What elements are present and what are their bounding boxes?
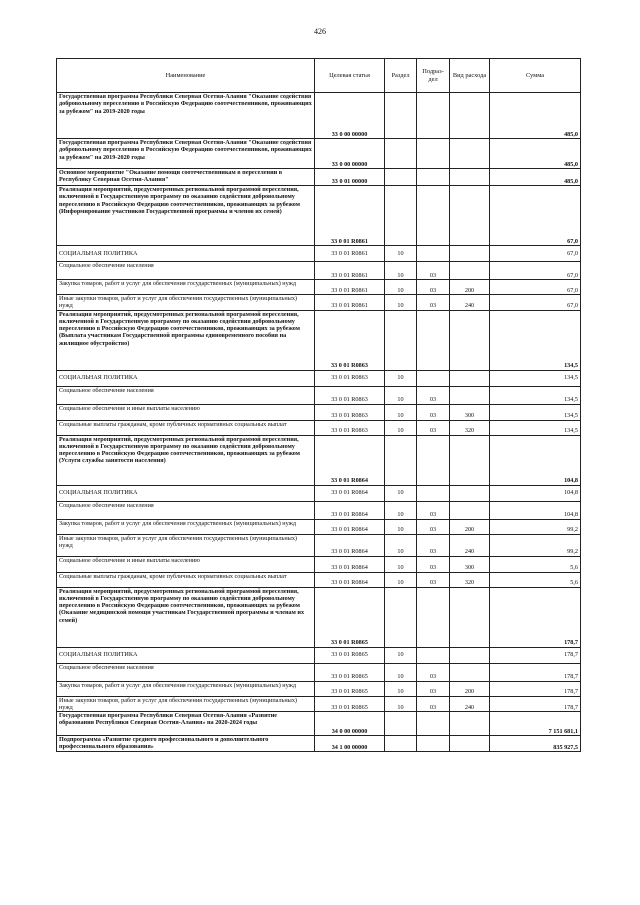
table-row [57, 501, 581, 519]
row-target-article: 33 0 01 R0865 [315, 663, 385, 681]
row-subsection [417, 485, 450, 501]
row-target-article: 33 0 01 R0865 [315, 587, 385, 647]
row-name: Закупка товаров, работ и услуг для обеспечения государственных (муниципальных) нужд [57, 519, 315, 534]
row-target-article: 33 0 01 R0861 [315, 186, 385, 246]
row-sum: 5,6 [490, 572, 581, 587]
table-row [57, 485, 581, 501]
table-row [57, 295, 581, 311]
table-row [57, 310, 581, 370]
row-name: Подпрограмма «Развитие среднего профессионального и дополнительного профессионального образования» [57, 736, 315, 752]
row-sum: 485,0 [490, 93, 581, 139]
row-subsection [417, 647, 450, 663]
table-row [57, 386, 581, 404]
row-section [385, 310, 417, 370]
row-target-article: 34 1 00 00000 [315, 736, 385, 752]
row-name: Социальное обеспечение и иные выплаты населению [57, 556, 315, 572]
table-body [57, 93, 581, 752]
table-row [57, 246, 581, 262]
row-expense-type [450, 663, 490, 681]
row-section: 10 [385, 262, 417, 280]
row-name: Реализация мероприятий, предусмотренных региональной программой переселения, включенной в Государственную программу по оказанию содействия добровольному переселению в Российскую Федерацию соотечественников, проживающих за рубежом (Выплата участникам Государственной программы единовременного пособия на жилищное обустройство) [57, 310, 315, 370]
row-target-article: 33 0 01 R0861 [315, 280, 385, 295]
column-header-section: Раздел [385, 59, 417, 93]
table-row [57, 587, 581, 647]
row-sum: 134,5 [490, 386, 581, 404]
row-name: Реализация мероприятий, предусмотренных региональной программой переселения, включенной в Государственную программу по оказанию содействия добровольному переселению в Российскую Федерацию соотечественников, проживающих за рубежом (Оказание медицинской помощи участникам Государственной программы и членам их семей) [57, 587, 315, 647]
row-sum: 104,8 [490, 485, 581, 501]
row-name: Реализация мероприятий, предусмотренных региональной программой переселения, включенной в Государственную программу по оказанию содействия добровольному переселению в Российскую Федерацию соотечественников, проживающих за рубежом (Информирование участников Государственной программы и членов их семей) [57, 186, 315, 246]
row-section: 10 [385, 534, 417, 556]
row-expense-type [450, 169, 490, 186]
row-target-article: 33 0 01 R0864 [315, 534, 385, 556]
row-section [385, 186, 417, 246]
row-target-article: 33 0 01 R0863 [315, 310, 385, 370]
row-target-article: 33 0 00 00000 [315, 139, 385, 169]
row-sum: 134,5 [490, 420, 581, 435]
row-target-article: 33 0 01 R0861 [315, 262, 385, 280]
table-row [57, 534, 581, 556]
row-expense-type: 320 [450, 420, 490, 435]
row-subsection: 03 [417, 295, 450, 311]
row-sum: 134,5 [490, 310, 581, 370]
row-section [385, 139, 417, 169]
row-expense-type: 240 [450, 696, 490, 712]
row-target-article: 33 0 01 R0863 [315, 370, 385, 386]
row-expense-type [450, 310, 490, 370]
page-number: 426 [314, 27, 326, 36]
row-sum: 178,7 [490, 681, 581, 696]
table-row [57, 647, 581, 663]
row-name: СОЦИАЛЬНАЯ ПОЛИТИКА [57, 485, 315, 501]
row-subsection [417, 310, 450, 370]
row-expense-type: 300 [450, 404, 490, 420]
row-target-article: 33 0 01 R0864 [315, 435, 385, 485]
row-section: 10 [385, 370, 417, 386]
row-sum: 67,0 [490, 246, 581, 262]
row-subsection: 03 [417, 501, 450, 519]
row-subsection [417, 139, 450, 169]
row-expense-type [450, 587, 490, 647]
row-name: Социальное обеспечение и иные выплаты населению [57, 404, 315, 420]
table-row [57, 681, 581, 696]
column-header-subsection: Подраз-дел [417, 59, 450, 93]
row-sum: 5,6 [490, 556, 581, 572]
row-sum: 104,8 [490, 501, 581, 519]
row-expense-type: 200 [450, 681, 490, 696]
table-row [57, 370, 581, 386]
table-row [57, 519, 581, 534]
row-name: Социальное обеспечение населения [57, 501, 315, 519]
row-target-article: 33 0 01 R0864 [315, 501, 385, 519]
row-target-article: 33 0 00 00000 [315, 93, 385, 139]
table-row [57, 736, 581, 752]
row-section: 10 [385, 556, 417, 572]
table-row [57, 139, 581, 169]
table-row [57, 663, 581, 681]
row-subsection: 03 [417, 262, 450, 280]
row-target-article: 33 0 01 R0864 [315, 485, 385, 501]
row-name: Государственная программа Республики Северная Осетия-Алания "Оказание содействия добровольному переселению в Российскую Федерацию соотечественников, проживающих за рубежом" на 2019-2020 годы [57, 139, 315, 169]
row-section: 10 [385, 696, 417, 712]
row-name: СОЦИАЛЬНАЯ ПОЛИТИКА [57, 246, 315, 262]
row-name: Социальное обеспечение населения [57, 386, 315, 404]
row-name: Социальное обеспечение населения [57, 663, 315, 681]
row-section: 10 [385, 295, 417, 311]
row-expense-type [450, 501, 490, 519]
row-expense-type: 240 [450, 295, 490, 311]
row-section [385, 712, 417, 736]
table-row [57, 93, 581, 139]
row-name: Социальные выплаты гражданам, кроме публичных нормативных социальных выплат [57, 420, 315, 435]
table-row [57, 556, 581, 572]
row-sum: 99,2 [490, 534, 581, 556]
row-target-article: 33 0 01 R0861 [315, 295, 385, 311]
row-name: Закупка товаров, работ и услуг для обеспечения государственных (муниципальных) нужд [57, 280, 315, 295]
row-subsection [417, 712, 450, 736]
row-subsection [417, 435, 450, 485]
table-row [57, 280, 581, 295]
row-subsection: 03 [417, 386, 450, 404]
row-name: Государственная программа Республики Северная Осетия-Алания «Развитие образования Республики Северная Осетия-Алания» на 2020-2024 годы [57, 712, 315, 736]
column-header-name: Наименование [57, 59, 315, 93]
row-subsection: 03 [417, 572, 450, 587]
table-row [57, 420, 581, 435]
row-subsection [417, 246, 450, 262]
row-section: 10 [385, 519, 417, 534]
row-name: СОЦИАЛЬНАЯ ПОЛИТИКА [57, 647, 315, 663]
table-row [57, 712, 581, 736]
row-section: 10 [385, 386, 417, 404]
row-sum: 485,0 [490, 139, 581, 169]
table-row [57, 696, 581, 712]
row-section: 10 [385, 404, 417, 420]
row-subsection [417, 169, 450, 186]
row-section: 10 [385, 280, 417, 295]
row-expense-type [450, 139, 490, 169]
row-expense-type [450, 647, 490, 663]
row-sum: 134,5 [490, 404, 581, 420]
row-subsection [417, 370, 450, 386]
row-name: Иные закупки товаров, работ и услуг для обеспечения государственных (муниципальных) нужд [57, 534, 315, 556]
table-row [57, 572, 581, 587]
row-expense-type [450, 262, 490, 280]
row-name: Социальное обеспечение населения [57, 262, 315, 280]
row-expense-type: 200 [450, 280, 490, 295]
row-sum: 485,0 [490, 169, 581, 186]
row-subsection: 03 [417, 681, 450, 696]
column-header-sum: Сумма [490, 59, 581, 93]
row-target-article: 33 0 01 R0865 [315, 681, 385, 696]
row-name: Иные закупки товаров, работ и услуг для обеспечения государственных (муниципальных) нужд [57, 295, 315, 311]
budget-table [56, 58, 581, 752]
row-subsection: 03 [417, 556, 450, 572]
row-sum: 178,7 [490, 647, 581, 663]
row-target-article: 33 0 01 R0864 [315, 519, 385, 534]
row-target-article: 33 0 01 R0865 [315, 647, 385, 663]
row-target-article: 33 0 01 R0864 [315, 556, 385, 572]
table-row [57, 262, 581, 280]
row-name: Иные закупки товаров, работ и услуг для обеспечения государственных (муниципальных) нужд [57, 696, 315, 712]
row-expense-type [450, 370, 490, 386]
table-row [57, 186, 581, 246]
row-expense-type [450, 386, 490, 404]
row-name: Социальные выплаты гражданам, кроме публичных нормативных социальных выплат [57, 572, 315, 587]
row-sum: 104,8 [490, 435, 581, 485]
row-section: 10 [385, 681, 417, 696]
row-target-article: 33 0 01 00000 [315, 169, 385, 186]
row-subsection [417, 736, 450, 752]
column-header-expense-type: Вид расхода [450, 59, 490, 93]
row-name: Закупка товаров, работ и услуг для обеспечения государственных (муниципальных) нужд [57, 681, 315, 696]
row-sum: 835 927,5 [490, 736, 581, 752]
row-expense-type [450, 485, 490, 501]
row-section [385, 435, 417, 485]
table-row [57, 435, 581, 485]
row-name: Основное мероприятие "Оказание помощи соотечественникам в переселении в Республику Северная Осетия-Алания" [57, 169, 315, 186]
row-target-article: 33 0 01 R0863 [315, 386, 385, 404]
row-sum: 178,7 [490, 587, 581, 647]
row-subsection: 03 [417, 663, 450, 681]
row-expense-type [450, 186, 490, 246]
row-target-article: 33 0 01 R0861 [315, 246, 385, 262]
row-expense-type: 200 [450, 519, 490, 534]
row-subsection: 03 [417, 420, 450, 435]
row-expense-type: 240 [450, 534, 490, 556]
table-header-row [57, 59, 581, 93]
row-target-article: 33 0 01 R0863 [315, 404, 385, 420]
row-sum: 67,0 [490, 280, 581, 295]
row-expense-type: 300 [450, 556, 490, 572]
row-section [385, 93, 417, 139]
row-sum: 7 151 681,1 [490, 712, 581, 736]
row-sum: 67,0 [490, 295, 581, 311]
row-section: 10 [385, 501, 417, 519]
row-section [385, 736, 417, 752]
row-subsection [417, 186, 450, 246]
row-expense-type [450, 712, 490, 736]
row-sum: 99,2 [490, 519, 581, 534]
row-sum: 134,5 [490, 370, 581, 386]
row-subsection: 03 [417, 404, 450, 420]
row-subsection: 03 [417, 519, 450, 534]
row-subsection: 03 [417, 696, 450, 712]
row-subsection [417, 587, 450, 647]
row-section: 10 [385, 663, 417, 681]
row-section: 10 [385, 647, 417, 663]
row-name: СОЦИАЛЬНАЯ ПОЛИТИКА [57, 370, 315, 386]
row-name: Государственная программа Республики Северная Осетия-Алания "Оказание содействия добровольному переселению в Российскую Федерацию соотечественников, проживающих за рубежом" на 2019-2020 годы [57, 93, 315, 139]
row-section: 10 [385, 420, 417, 435]
row-expense-type [450, 246, 490, 262]
row-section: 10 [385, 246, 417, 262]
row-expense-type [450, 736, 490, 752]
column-header-target-article: Целевая статья [315, 59, 385, 93]
row-sum: 178,7 [490, 663, 581, 681]
row-subsection [417, 93, 450, 139]
table-row [57, 169, 581, 186]
table-row [57, 404, 581, 420]
row-section: 10 [385, 485, 417, 501]
row-subsection: 03 [417, 280, 450, 295]
row-section [385, 169, 417, 186]
row-target-article: 33 0 01 R0865 [315, 696, 385, 712]
row-section: 10 [385, 572, 417, 587]
row-target-article: 33 0 01 R0863 [315, 420, 385, 435]
row-target-article: 34 0 00 00000 [315, 712, 385, 736]
row-sum: 67,0 [490, 186, 581, 246]
row-expense-type [450, 93, 490, 139]
row-name: Реализация мероприятий, предусмотренных региональной программой переселения, включенной в Государственную программу по оказанию содействия добровольному переселению в Российскую Федерацию соотечественников, проживающих за рубежом (Услуги службы занятости населения) [57, 435, 315, 485]
row-sum: 178,7 [490, 696, 581, 712]
row-section [385, 587, 417, 647]
row-subsection: 03 [417, 534, 450, 556]
row-expense-type [450, 435, 490, 485]
row-expense-type: 320 [450, 572, 490, 587]
row-sum: 67,0 [490, 262, 581, 280]
row-target-article: 33 0 01 R0864 [315, 572, 385, 587]
